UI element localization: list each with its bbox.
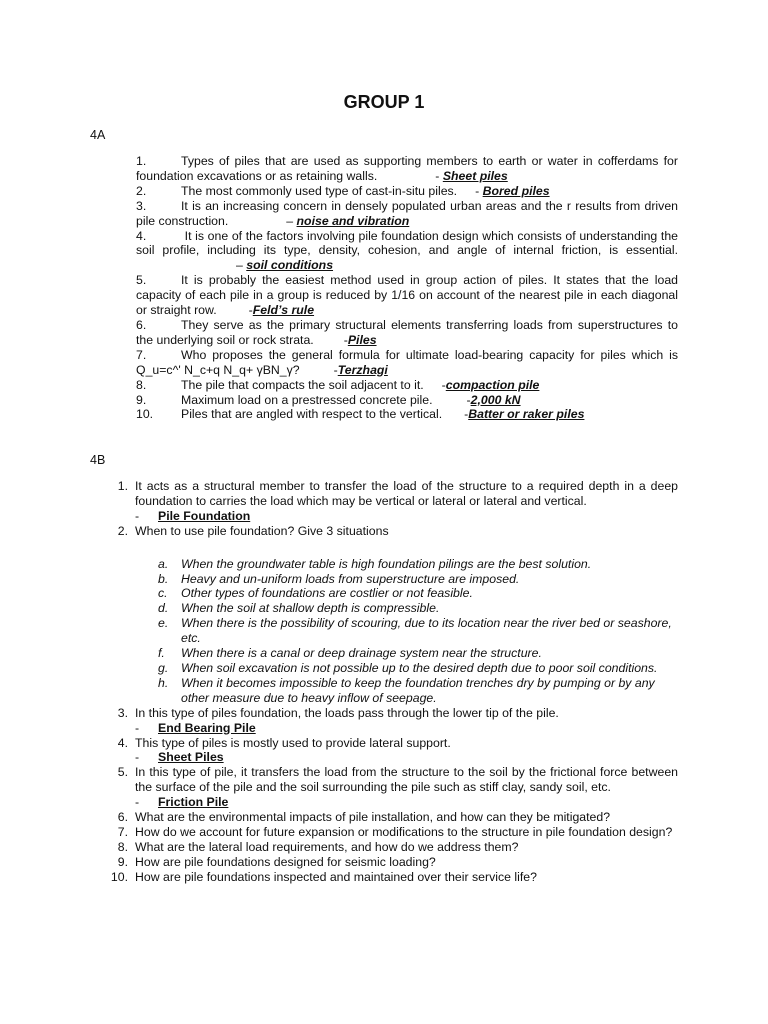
- list-item: [136, 348, 678, 378]
- question-number: 7.: [117, 824, 128, 839]
- answer: soil conditions: [246, 258, 334, 273]
- question-number: 2.: [117, 523, 128, 538]
- question-item: [108, 524, 678, 539]
- question-item: [108, 840, 678, 855]
- answer-separator: -: [464, 407, 469, 422]
- question-item: [108, 736, 678, 751]
- question-number: 8.: [117, 839, 128, 854]
- list-item: [136, 273, 678, 318]
- answer-dash: -: [135, 508, 140, 523]
- sublist-item: [108, 572, 678, 587]
- item-text: It is probably the easiest method used in group action of piles. It states that the load capacity of each pile in a group is reduced by 1/16 on account of the nearest pile in each diagonal or straight row.: [136, 273, 678, 318]
- sublist-letter: f.: [158, 646, 165, 661]
- sublist-text: When the soil at shallow depth is compressible.: [181, 601, 440, 616]
- answer-separator: -: [441, 377, 446, 392]
- sublist-item: [108, 676, 678, 706]
- section-4a-list: [136, 154, 678, 422]
- list-item: [136, 184, 678, 199]
- answer: Feld’s rule: [252, 303, 315, 318]
- sublist-item: [108, 646, 678, 661]
- answer-dash: -: [135, 795, 140, 810]
- question-text: What are the lateral load requirements, and how do we address them?: [135, 839, 519, 854]
- question-number: 4.: [117, 735, 128, 750]
- answer: Terzhagi: [337, 362, 388, 377]
- item-number: 8.: [136, 377, 147, 392]
- sublist-text: When the groundwater table is high foundation pilings are the best solution.: [181, 556, 592, 571]
- sublist-text: When there is the possibility of scouring, due to its location near the river bed or seashore, etc.: [181, 616, 672, 646]
- question-item: [108, 870, 678, 885]
- question-text: In this type of pile, it transfers the load from the structure to the soil by the frictional force between the surface of the pile and the soil surrounding the pile such as stiff clay, sandy soil, etc.: [135, 765, 678, 795]
- spacer: [108, 539, 678, 557]
- item-number: 6.: [136, 317, 147, 332]
- item-text: They serve as the primary structural elements transferring loads from superstructures to the underlying soil or rock strata.: [136, 317, 678, 347]
- sublist-letter: e.: [158, 616, 169, 631]
- sublist-letter: a.: [158, 556, 169, 571]
- sublist-letter: g.: [158, 660, 169, 675]
- sublist-item: [108, 557, 678, 572]
- question-item: [108, 825, 678, 840]
- section-4a-label: 4A: [90, 128, 106, 142]
- item-number: 4.: [136, 228, 147, 243]
- answer-dash: -: [135, 750, 140, 765]
- sublist-item: [108, 661, 678, 676]
- answer: Friction Pile: [158, 795, 229, 810]
- list-item: [136, 393, 678, 408]
- answer-separator: -: [475, 183, 483, 198]
- question-number: 6.: [117, 810, 128, 825]
- question-number: 5.: [117, 765, 128, 780]
- list-item: [136, 199, 678, 229]
- answer-line: [108, 795, 678, 810]
- answer: End Bearing Pile: [158, 720, 256, 735]
- question-number: 10.: [110, 869, 128, 884]
- sublist-text: When it becomes impossible to keep the foundation trenches dry by pumping or by any other measure due to heavy inflow of seepage.: [181, 675, 655, 705]
- question-item: [108, 706, 678, 721]
- sublist-text: Other types of foundations are costlier or not feasible.: [181, 586, 473, 601]
- item-number: 9.: [136, 392, 147, 407]
- list-item: [136, 154, 678, 184]
- answer: noise and vibration: [296, 213, 410, 228]
- section-4b-list: [108, 479, 678, 885]
- answer: Pile Foundation: [158, 508, 251, 523]
- answer-line: [108, 721, 678, 736]
- question-number: 1.: [117, 479, 128, 493]
- question-text: It acts as a structural member to transfer the load of the structure to a required depth in a deep foundation to carries the load which may be vertical or lateral or lateral and vertical.: [135, 479, 678, 508]
- sublist-text: When there is a canal or deep drainage system near the structure.: [181, 646, 542, 661]
- section-4b-label: 4B: [90, 453, 106, 467]
- answer: 2,000 kN: [470, 392, 521, 407]
- item-number: 10.: [136, 407, 154, 422]
- question-number: 3.: [117, 705, 128, 720]
- sublist-item: [108, 586, 678, 601]
- sublist-text: When soil excavation is not possible up to the desired depth due to poor soil conditions.: [181, 660, 658, 675]
- list-item: [136, 407, 678, 422]
- question-item: [108, 810, 678, 825]
- question-text: What are the environmental impacts of pile installation, and how can they be mitigated?: [135, 810, 611, 825]
- item-text: Maximum load on a prestressed concrete pile.: [181, 392, 433, 407]
- list-item: [136, 318, 678, 348]
- answer: Batter or raker piles: [468, 407, 585, 422]
- question-text: How are pile foundations inspected and maintained over their service life?: [135, 869, 537, 884]
- item-text: It is an increasing concern in densely populated urban areas and the r results from driven pile construction.: [136, 198, 678, 228]
- sublist-letter: c.: [158, 586, 168, 601]
- sublist-letter: b.: [158, 571, 169, 586]
- item-number: 5.: [136, 273, 147, 288]
- item-number: 2.: [136, 183, 147, 198]
- page-title: GROUP 1: [343, 92, 425, 112]
- question-item: [108, 765, 678, 795]
- question-item: [108, 479, 678, 509]
- answer: Bored piles: [482, 183, 550, 198]
- item-text: Types of piles that are used as supporting members to earth or water in cofferdams for foundation excavations or as retaining walls.: [136, 154, 678, 183]
- item-text: The pile that compacts the soil adjacent to it.: [181, 377, 424, 392]
- answer-line: [108, 750, 678, 765]
- answer: Sheet Piles: [158, 750, 224, 765]
- answer-separator: -: [466, 392, 471, 407]
- answer: compaction pile: [445, 377, 540, 392]
- question-number: 9.: [117, 854, 128, 869]
- question-text: How do we account for future expansion or modifications to the structure in pile foundation design?: [135, 824, 673, 839]
- answer: Piles: [347, 332, 377, 347]
- question-text: When to use pile foundation? Give 3 situations: [135, 523, 389, 538]
- answer-line: [108, 509, 678, 524]
- item-number: 7.: [136, 347, 147, 362]
- item-number: 1.: [136, 154, 147, 168]
- question-text: This type of piles is mostly used to provide lateral support.: [135, 735, 451, 750]
- sublist-item: [108, 616, 678, 646]
- sublist-letter: d.: [158, 601, 169, 616]
- answer-separator: -: [248, 303, 253, 318]
- answer-separator: -: [333, 362, 338, 377]
- question-text: In this type of piles foundation, the loads pass through the lower tip of the pile.: [135, 705, 559, 720]
- question-item: [108, 855, 678, 870]
- answer-separator: -: [343, 332, 348, 347]
- list-item: [136, 378, 678, 393]
- answer-dash: -: [135, 720, 140, 735]
- sublist-item: [108, 601, 678, 616]
- answer-separator: –: [236, 258, 247, 273]
- item-number: 3.: [136, 198, 147, 213]
- sublist-letter: h.: [158, 675, 169, 690]
- sublist-text: Heavy and un-uniform loads from superstructure are imposed.: [181, 571, 520, 586]
- item-text: The most commonly used type of cast-in-situ piles.: [181, 183, 458, 198]
- list-item: [136, 229, 678, 274]
- answer: Sheet piles: [442, 168, 508, 183]
- answer-separator: -: [435, 168, 443, 183]
- item-text: Piles that are angled with respect to the vertical.: [181, 407, 443, 422]
- item-text: Who proposes the general formula for ultimate load-bearing capacity for piles which is Q_u=c^' N_c+q N_q+ γBN_γ?: [136, 347, 678, 377]
- answer-separator: –: [286, 213, 297, 228]
- question-text: How are pile foundations designed for seismic loading?: [135, 854, 436, 869]
- item-text: It is one of the factors involving pile foundation design which consists of understanding the soil profile, including its type, density, cohesion, and angle of internal friction, is essential.: [136, 228, 678, 258]
